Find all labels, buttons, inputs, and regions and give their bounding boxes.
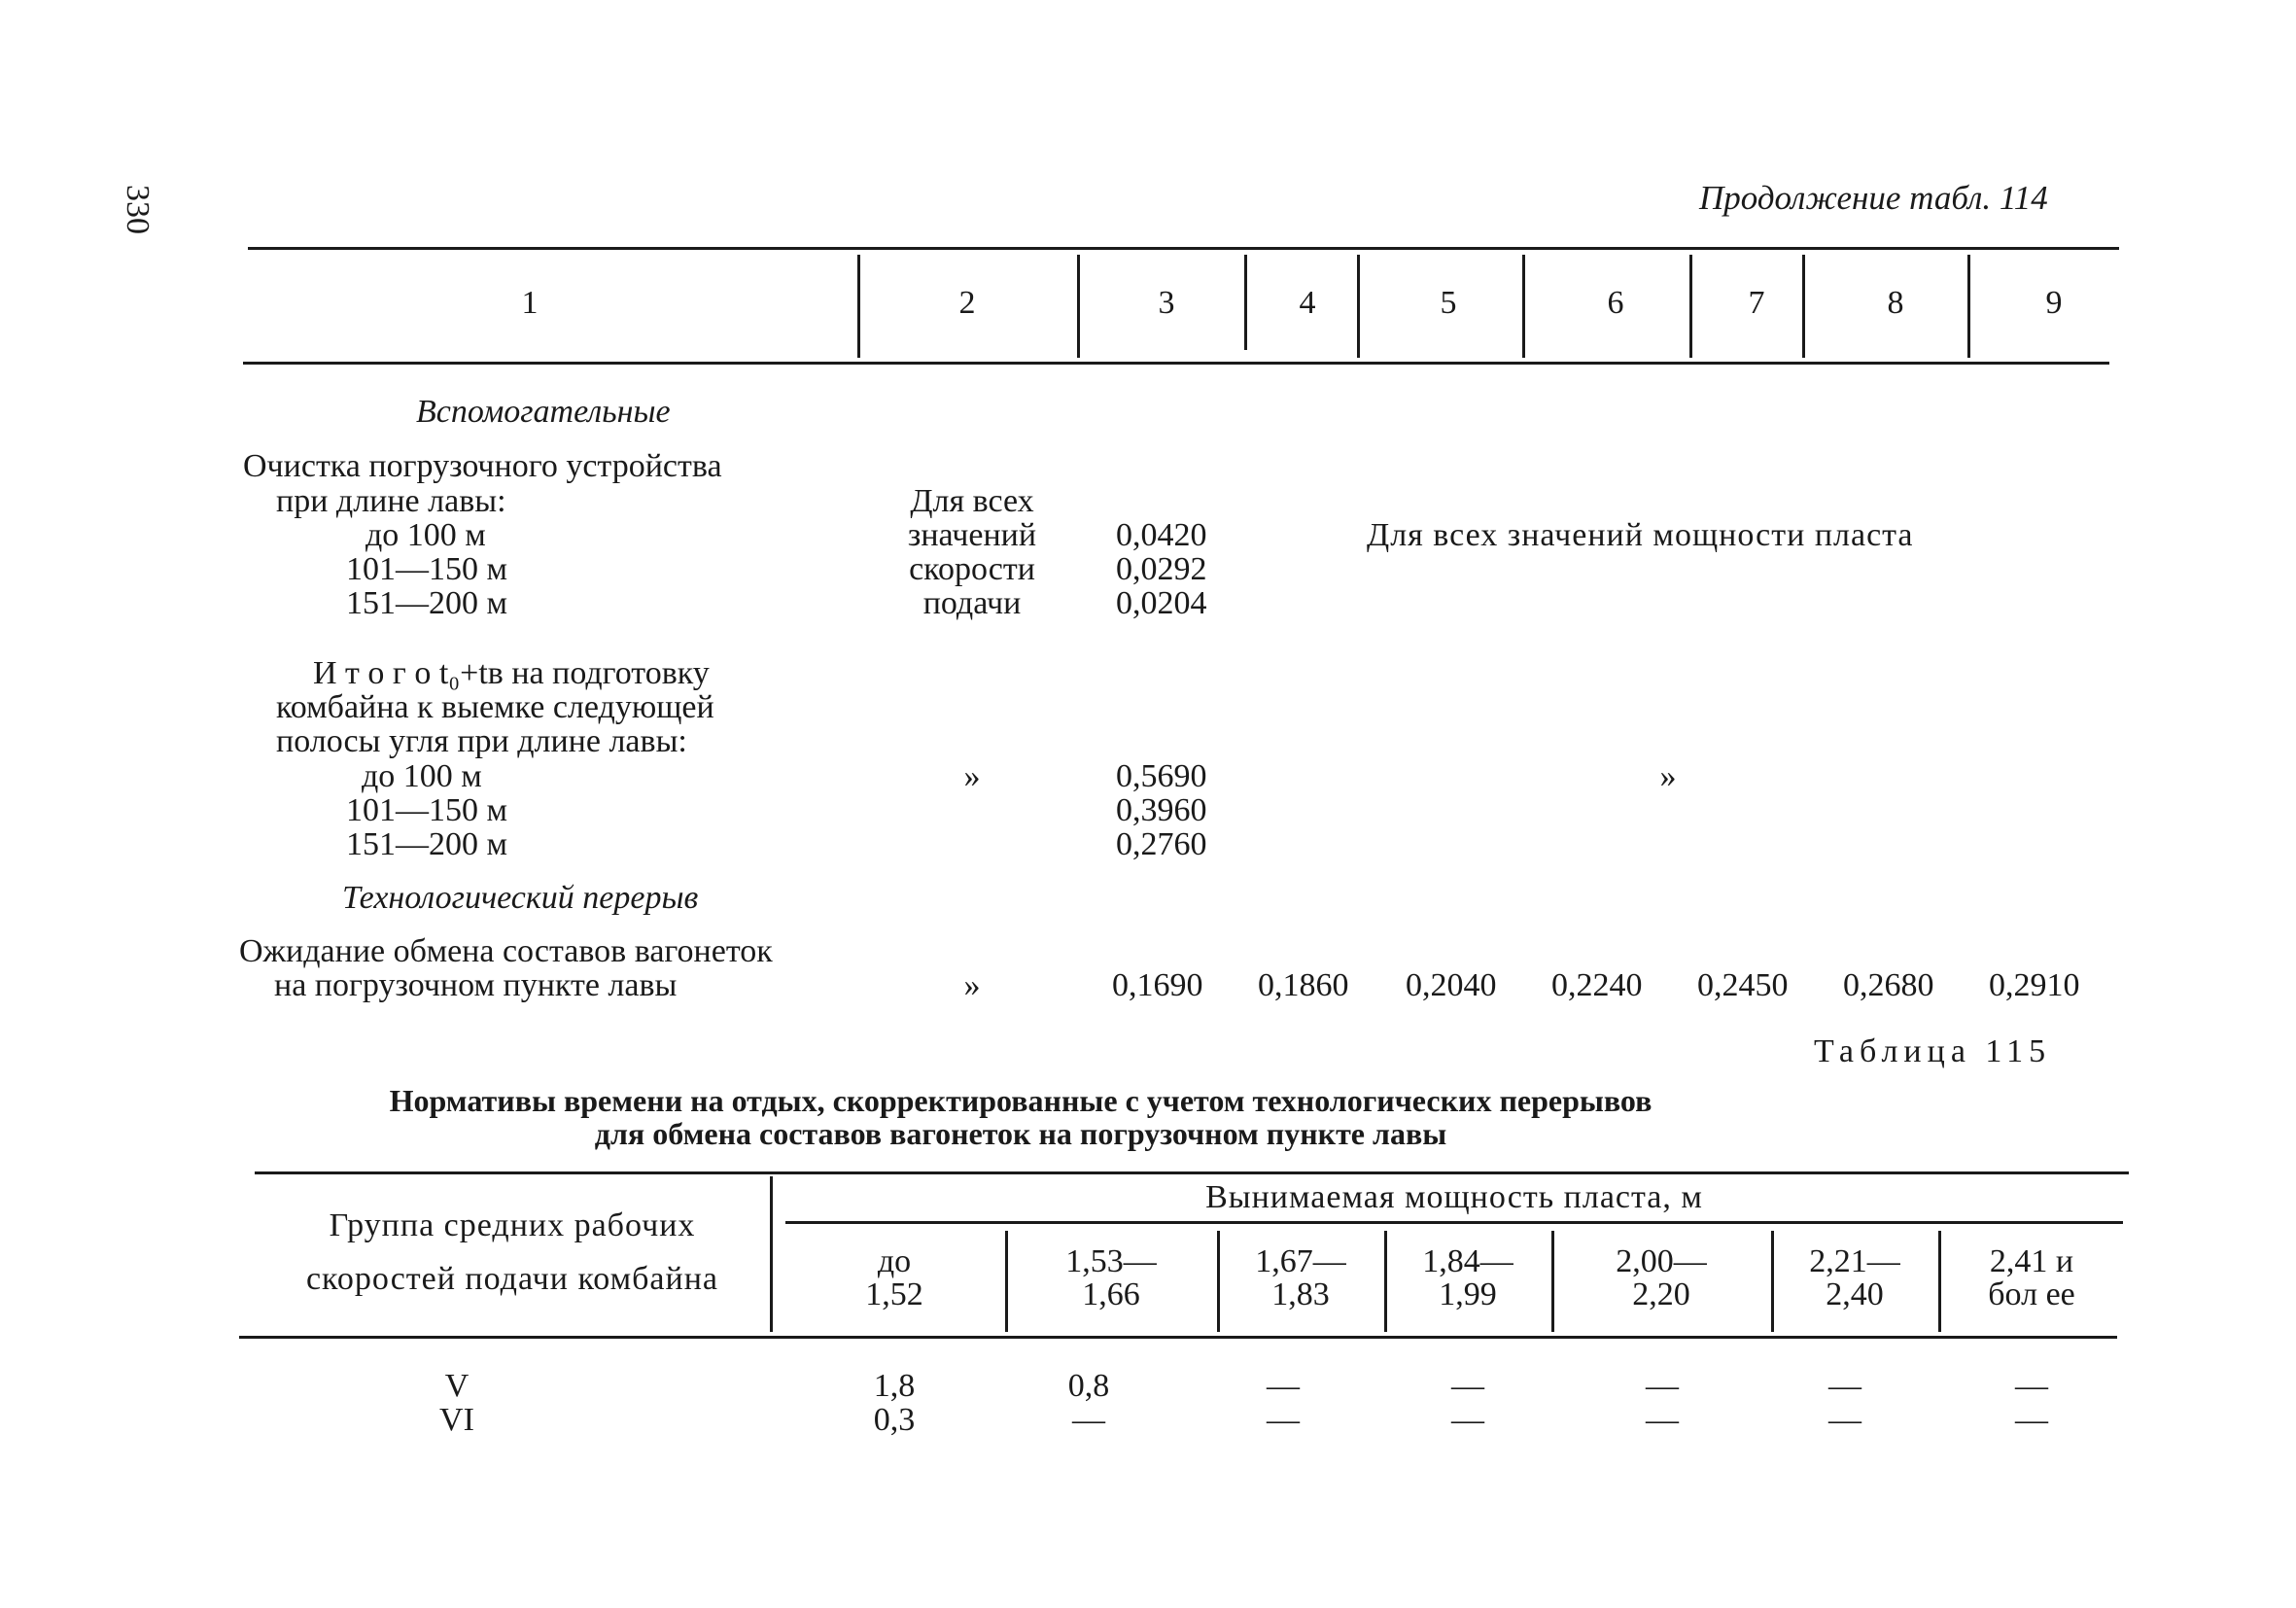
cleaning-speed-note: подачи — [922, 585, 1022, 621]
waiting-value: 0,2240 — [1551, 967, 1643, 1003]
total-line-2: комбайна к выемке следующей — [276, 689, 714, 725]
total-range-3: 151—200 м — [346, 826, 508, 862]
thickness-col-header: до — [877, 1243, 912, 1279]
col-header-4: 4 — [1299, 285, 1316, 321]
table115-col-divider — [1771, 1231, 1774, 1332]
table115-group-rule — [785, 1221, 2123, 1224]
table115-label: Таблица 115 — [1814, 1033, 2052, 1069]
table-cell: — — [1451, 1368, 1484, 1404]
table115-col-divider — [1217, 1231, 1220, 1332]
table-cell: — — [1646, 1402, 1679, 1438]
thickness-col-header: 1,99 — [1439, 1276, 1497, 1312]
total-range-1: до 100 м — [362, 758, 482, 794]
table115-col-divider — [1551, 1231, 1554, 1332]
thickness-col-header: 1,67— — [1255, 1243, 1346, 1279]
table115-top-rule — [255, 1171, 2129, 1174]
cleaning-thickness-note: Для всех значений мощности пласта — [1367, 517, 1914, 553]
continuation-title: Продолжение табл. 114 — [1699, 179, 2048, 217]
waiting-line-1: Ожидание обмена составов вагонеток — [239, 933, 773, 969]
table115-title-line-2: для обмена составов вагонеток на погрузочном пункте лавы — [594, 1116, 1447, 1151]
group-label: V — [444, 1368, 470, 1404]
waiting-value: 0,2910 — [1989, 967, 2080, 1003]
table115-title-line-1: Нормативы времени на отдых, скорректированные с учетом технологических перерывов — [389, 1083, 1652, 1118]
cleaning-speed-note: скорости — [909, 551, 1035, 587]
col-divider — [1967, 255, 1970, 358]
page-number: 330 — [120, 185, 156, 234]
waiting-value: 0,2450 — [1697, 967, 1789, 1003]
table115-header-rule — [239, 1336, 2117, 1339]
ditto-mark: » — [963, 967, 981, 1003]
cleaning-range-2: 101—150 м — [346, 551, 508, 587]
col-header-8: 8 — [1887, 285, 1904, 321]
total-range-2: 101—150 м — [346, 792, 508, 828]
table-cell: — — [1828, 1368, 1861, 1404]
cleaning-value: 0,0292 — [1116, 551, 1207, 587]
thickness-col-header: 1,66 — [1082, 1276, 1140, 1312]
waiting-value: 0,1690 — [1112, 967, 1203, 1003]
col-header-9: 9 — [2045, 285, 2063, 321]
col-header-5: 5 — [1440, 285, 1457, 321]
col-divider — [1802, 255, 1805, 358]
table-cell: — — [1072, 1402, 1105, 1438]
thickness-col-header: бол ее — [1988, 1276, 2075, 1312]
table115-col-divider — [1384, 1231, 1387, 1332]
cleaning-line-1: Очистка погрузочного устройства — [243, 448, 722, 484]
total-value: 0,2760 — [1116, 826, 1207, 862]
col-header-3: 3 — [1158, 285, 1175, 321]
thickness-col-header: 2,40 — [1826, 1276, 1884, 1312]
table-cell: — — [2015, 1402, 2048, 1438]
thickness-col-header: 1,84— — [1422, 1243, 1513, 1279]
table-cell: 1,8 — [873, 1368, 916, 1404]
col-header-7: 7 — [1748, 285, 1765, 321]
waiting-value: 0,2040 — [1406, 967, 1497, 1003]
cleaning-value: 0,0420 — [1116, 517, 1207, 553]
section-auxiliary: Вспомогательные — [416, 394, 671, 430]
table-cell: — — [1451, 1402, 1484, 1438]
cleaning-line-2: при длине лавы: — [276, 483, 506, 519]
table-cell: — — [1267, 1402, 1300, 1438]
thickness-col-header: 2,20 — [1632, 1276, 1690, 1312]
table-cell: — — [1828, 1402, 1861, 1438]
col-divider — [1689, 255, 1692, 358]
table-cell: 0,3 — [873, 1402, 916, 1438]
table115-col-divider — [1938, 1231, 1941, 1332]
total-value: 0,5690 — [1116, 758, 1207, 794]
col-divider — [857, 255, 860, 358]
waiting-value: 0,1860 — [1258, 967, 1349, 1003]
ditto-mark: » — [1659, 758, 1677, 794]
table-cell: — — [1267, 1368, 1300, 1404]
table-cell: — — [2015, 1368, 2048, 1404]
group-header: Вынимаемая мощность пласта, м — [1205, 1179, 1703, 1215]
col-header-2: 2 — [958, 285, 976, 321]
table114-top-rule — [248, 247, 2119, 250]
thickness-col-header: 1,52 — [865, 1276, 923, 1312]
cleaning-range-1: до 100 м — [365, 517, 486, 553]
cleaning-speed-note: значений — [907, 517, 1037, 553]
waiting-line-2: на погрузочном пункте лавы — [274, 967, 678, 1003]
table-cell: 0,8 — [1067, 1368, 1110, 1404]
cleaning-speed-note: Для всех — [910, 483, 1034, 519]
waiting-value: 0,2680 — [1843, 967, 1934, 1003]
total-line-3: полосы угля при длине лавы: — [276, 723, 687, 759]
table114-header-rule — [243, 362, 2109, 365]
group-label: VI — [439, 1402, 474, 1438]
total-line-1: И т о г о t₀+tв на подготовку — [313, 655, 710, 691]
table115-col-divider — [770, 1176, 773, 1332]
col-divider — [1522, 255, 1525, 358]
thickness-col-header: 2,21— — [1809, 1243, 1900, 1279]
col-divider — [1357, 255, 1360, 358]
ditto-mark: » — [963, 758, 981, 794]
row-header-line-1: Группа средних рабочих — [329, 1207, 696, 1243]
total-value: 0,3960 — [1116, 792, 1207, 828]
thickness-col-header: 2,41 и — [1989, 1243, 2074, 1279]
cleaning-range-3: 151—200 м — [346, 585, 508, 621]
col-header-6: 6 — [1607, 285, 1624, 321]
col-divider — [1077, 255, 1080, 358]
thickness-col-header: 1,83 — [1271, 1276, 1330, 1312]
section-technological-break: Технологический перерыв — [342, 880, 699, 916]
cleaning-value: 0,0204 — [1116, 585, 1207, 621]
thickness-col-header: 2,00— — [1616, 1243, 1707, 1279]
row-header-line-2: скоростей подачи комбайна — [305, 1261, 719, 1297]
col-header-1: 1 — [521, 285, 539, 321]
col-divider — [1244, 255, 1247, 350]
table115-col-divider — [1005, 1231, 1008, 1332]
table-cell: — — [1646, 1368, 1679, 1404]
thickness-col-header: 1,53— — [1065, 1243, 1157, 1279]
